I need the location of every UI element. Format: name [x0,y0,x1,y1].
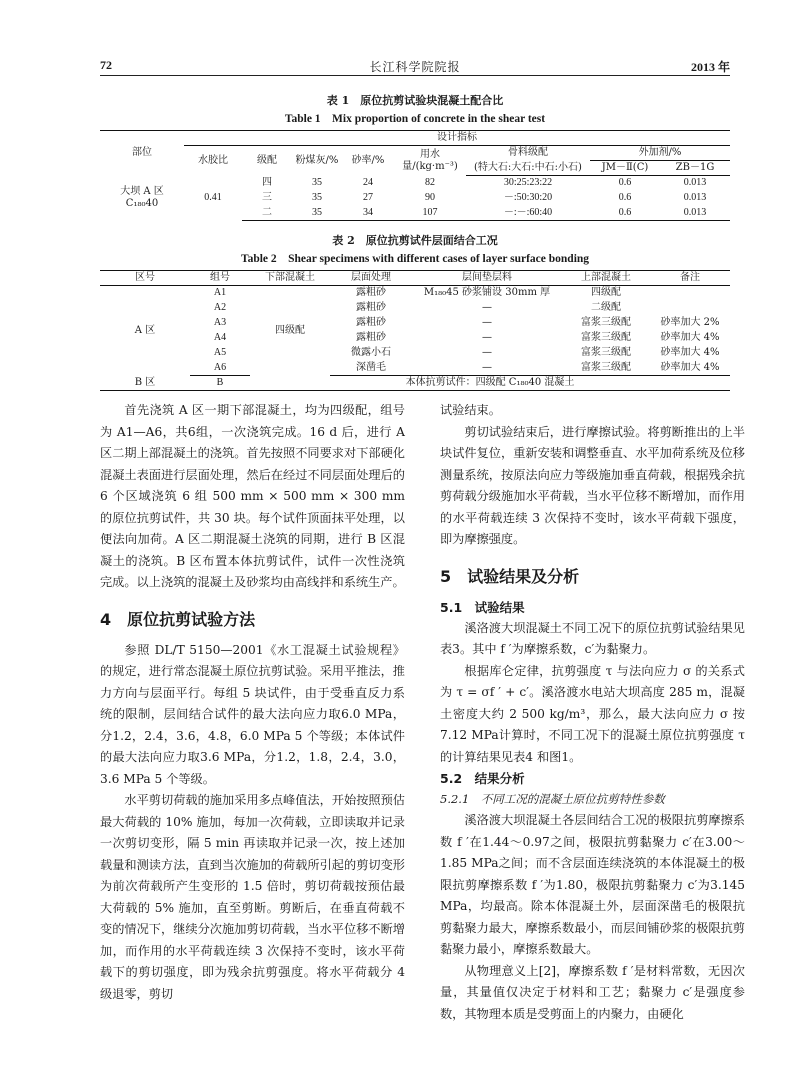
t2-b-desc: 本体抗剪试件：四级配 C₁₈₀40 混凝土 [250,376,730,391]
t1-h-admix2: ZB－1G [660,161,730,176]
table-cell: 24 [363,177,373,188]
table-cell: －:－:60:40 [466,206,590,221]
t2-h-upper: 上部混凝土 [562,271,650,286]
t1-wc: 0.41 [204,192,222,203]
t1-h-wc: 水胶比 [198,154,228,166]
table-cell: — [482,347,492,358]
section-heading-4: 4 原位抗剪试验方法 [100,609,256,629]
t1-h-admix1: JM－Ⅱ(C) [590,161,660,176]
paragraph: 水平剪切荷载的施加采用多点峰值法，开始按照预估最大荷载的 10% 施加，每加一次荷载，立即读取并记录一次剪切变形，隔 5 min 再读取并记录一次，按上述加载量和测读方法，直到当次施加的荷载所引起的剪切变形为前次荷载所产生变形的 1.5 倍时，剪切荷载按预估最大荷载的 5% 施加，直至剪断。剪断后，在垂直荷载不变的情况下，继续分次施加剪切荷载，当水平位移不断增加，而作用的水平荷载连续 3 次保持不变时，该水平荷载下的剪切强度，即为残余抗剪强度。将水平荷载分 4 级退零，剪切 [100,793,405,1001]
table-cell: 35 [312,192,322,203]
table-cell: 富浆三级配 [562,361,650,376]
t2-h-lower: 下部混凝土 [250,271,330,286]
journal-year: 2013 年 [690,60,730,74]
table2-title-cn: 表 2 原位抗剪试件层面结合工况 [332,234,498,247]
table-cell: 82 [425,177,435,188]
table-cell: 露粗砂 [356,332,386,343]
t1-h-agg: 骨料级配 [508,147,548,159]
t1-h-water: 用水量/(kg·m⁻³) [402,148,458,172]
table-cell: 0.6 [618,177,632,189]
table-cell: — [412,361,562,376]
section-heading-5: 5 试验结果及分析 [440,566,580,586]
table-cell: 二 [242,206,292,221]
table-cell: 35 [292,206,342,221]
table-cell: A1 [213,287,227,299]
table1-title-en: Table 1 Mix proportion of concrete in the shear test [284,113,546,125]
table-cell: A2 [213,302,227,313]
table-cell: 微露小石 [351,347,391,358]
table-cell: 露粗砂 [356,302,386,313]
table-cell: 砂率加大 4% [660,347,720,358]
table-cell: A3 [213,317,227,328]
paragraph: 首先浇筑 A 区一期下部混凝土，均为四级配，组号为 A1—A6，共6组，一次浇筑完成。16 d 后，进行 A 区二期上部混凝土的浇筑。首先按照不同要求对下部硬化混凝土表面进行层面处理，然后在经过不同层面处理后的 6 个区域浇筑 6 组 500 mm × 500 mm × 300 mm 的原位抗剪试件，共 30 块。每个试件顶面抹平处理，以便法向加荷。A 区二期混凝土浇筑的同期，进行 B 区混凝土的浇筑。B 区布置本体抗剪试件，试件一次性浇筑完成。以上浇筑的混凝土及砂浆均由高线拌和系统生产。 [100,403,405,589]
t1-h-admix: 外加剂/% [590,146,730,161]
table-cell: 深凿毛 [330,361,412,376]
table-cell: — [482,332,492,343]
table1-title-cn: 表 1 原位抗剪试验块混凝土配合比 [326,94,504,107]
t1-part-grade: C₁₈₀40 [125,198,159,209]
left-column [100,400,405,1005]
table-cell: －:50:30:20 [503,192,553,203]
subsection-heading-5-1: 5.1 试验结果 [440,599,525,615]
table-cell: 27 [363,192,373,203]
table-cell: — [482,302,492,313]
t2-h-zone: 区号 [100,271,190,286]
t1-h-agg-sub: (特大石:大石:中石:小石) [466,161,590,176]
table-cell: 0.013 [683,192,707,203]
table1 [100,130,730,221]
table-cell: 0.013 [683,177,707,189]
table-cell: 二级配 [591,302,621,313]
t1-h-grade: 级配 [257,154,277,166]
table2 [100,270,730,391]
table-cell: 0.013 [660,206,730,221]
table-cell: 砂率加大 4% [650,361,730,376]
table-cell: 砂率加大 2% [660,317,720,328]
paragraph: 参照 DL/T 5150—2001《水工混凝土试验规程》的规定，进行常态混凝土原位抗剪试验。采用平推法，推力方向与层面平行。每组 5 块试件，由于受垂直反力系统的限制，层间结合试件的最大法向应力取6.0 MPa，分1.2，2.4，3.6，4.8，6.0 MPa 5 个等级；本体试件的最大法向应力取3.6 MPa，分1.2，1.8，2.4，3.0，3.6 MPa 5 个等级。 [100,642,405,786]
t2-lower-a: 四级配 [275,324,305,336]
table-cell: 三 [262,192,272,203]
subsection-heading-5-2: 5.2 结果分析 [440,771,525,786]
journal-name: 长江科学院院报 [369,60,461,74]
table-cell: A5 [213,347,227,358]
table-cell: 露粗砂 [356,287,386,299]
table-cell: A6 [190,361,250,376]
paragraph: 溪洛渡大坝混凝土不同工况下的原位抗剪试验结果见表3。其中 f ′为摩擦系数，c′为黏聚力。 [440,620,745,656]
t1-part-name: 大坝 A 区 [120,186,164,197]
paragraph: 根据库仑定律，抗剪强度 τ 与法向应力 σ 的关系式为 τ = σf ′ + c′。溪洛渡水电站大坝高度 285 m，混凝土密度大约 2 500 kg/m³，那么，最大法向应力 σ 按7.12 MPa计算时，不同工况下的混凝土原位抗剪强度 τ 的计算结果见表4 和图1。 [440,663,745,764]
t2-zone-a: A 区 [134,324,156,336]
table-cell: — [482,317,492,328]
paragraph: 溪洛渡大坝混凝土各层间结合工况的极限抗剪摩擦系数 f ′在1.44～0.97之间，极限抗剪黏聚力 c′在3.00～1.85 MPa之间；而不含层面连续浇筑的本体混凝土的极限抗剪摩擦系数 f ′为1.80，极限抗剪黏聚力 c′为3.145 MPa，均最高。除本体混凝土外，层面深凿毛的极限抗剪黏聚力最大，摩擦系数最小，而层间铺砂浆的极限抗剪黏聚力最小，摩擦系数最大。 [440,813,745,956]
t1-h-design: 设计指标 [184,131,730,146]
t2-group-b: B [190,376,250,391]
paragraph: 从物理意义上[2]，摩擦系数 f ′是材料常数，无因次量，其量值仅决定于材料和工艺；黏聚力 c′是强度参数，其物理本质是受剪面上的内聚力，由硬化 [440,963,745,1021]
table2-title-en: Table 2 Shear specimens with different cases of layer surface bonding [240,253,590,265]
paragraph: 剪切试验结束后，进行摩擦试验。将剪断推出的上半块试件复位，重新安装和调整垂直、水平加荷系统及位移测量系统，按原法向应力等级施加垂直荷载，根据残余抗剪荷载分级施加水平荷载，当水平位移不断增加，而作用的水平荷载连续 3 次保持不变时，该水平荷载下强度，即为摩擦强度。 [440,424,745,546]
t2-zone-b: B 区 [100,376,190,391]
t1-part [100,176,184,221]
table-cell: 富浆三级配 [581,317,631,328]
table-cell: 0.6 [590,206,660,221]
t1-h-part: 部位 [100,131,184,176]
table-cell: M₁₈₀45 砂浆铺设 30mm 厚 [423,287,551,299]
table-cell [650,301,730,316]
t1-h-fly: 粉煤灰/% [295,154,339,166]
right-column [440,400,745,1025]
table-cell: 砂率加大 4% [660,332,720,343]
table-cell [650,286,730,301]
t2-h-bed: 层间垫层料 [412,271,562,286]
table-cell: 0.6 [618,192,632,203]
table-cell: 35 [312,177,322,188]
table-cell: 富浆三级配 [581,347,631,358]
table-cell: 107 [394,206,466,221]
running-header [100,56,730,76]
t2-h-group: 组号 [190,271,250,286]
page-number: 72 [100,58,112,72]
t1-h-sand: 砂率/% [351,154,385,166]
table-cell: 四级配 [591,287,621,299]
table-cell: 34 [342,206,394,221]
subsubsection-heading-5-2-1: 5.2.1 不同工况的混凝土原位抗剪特性参数 [440,792,665,806]
table-cell: 露粗砂 [356,317,386,328]
t2-h-treat: 层面处理 [330,271,412,286]
table-cell: 富浆三级配 [581,332,631,343]
paragraph: 试验结束。 [440,403,501,417]
table-cell: 四 [262,177,272,188]
table-cell: 90 [425,192,435,203]
t2-h-note: 备注 [650,271,730,286]
table-cell: 30:25:23:22 [503,177,553,189]
table-cell: A4 [213,332,227,343]
